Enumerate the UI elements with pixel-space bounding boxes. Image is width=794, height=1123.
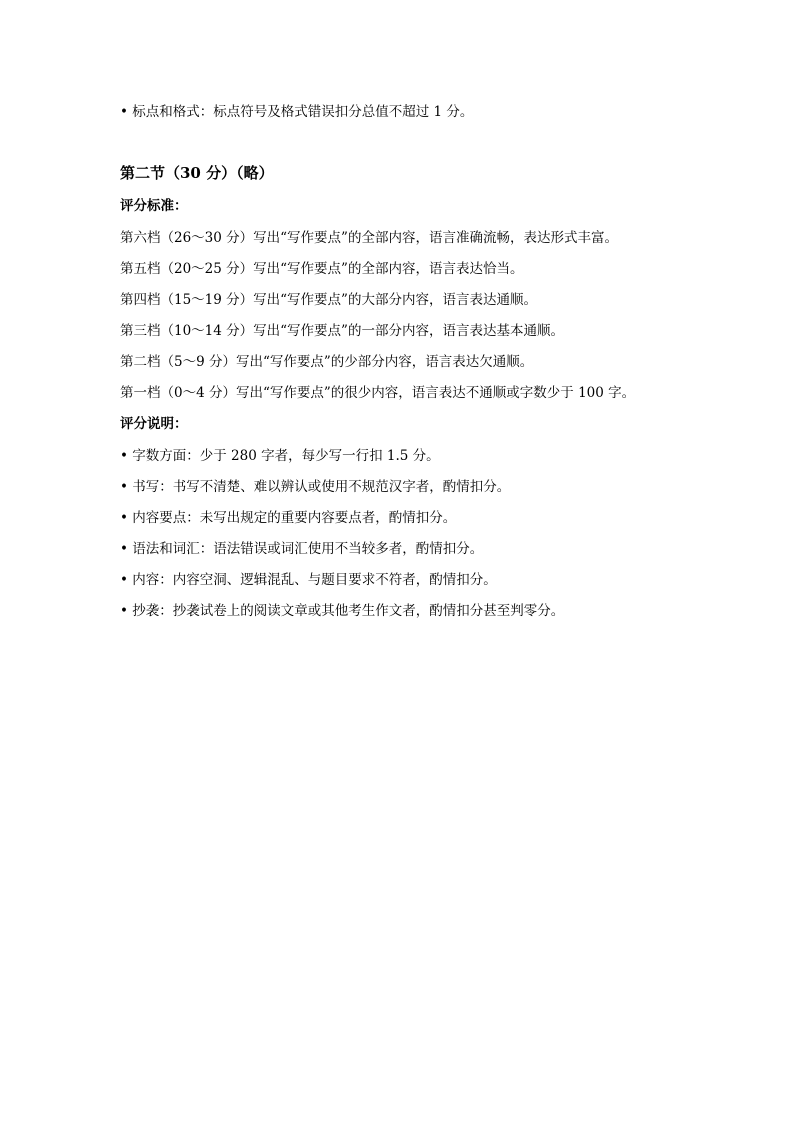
level-5: 第五档（20～25 分）写出“写作要点”的全部内容，语言表达恰当。 [120, 261, 524, 277]
note-plagiarism: • 抄袭：抄袭试卷上的阅读文章或其他考生作文者，酌情扣分甚至判零分。 [120, 603, 565, 619]
level-3: 第三档（10～14 分）写出“写作要点”的一部分内容，语言表达基本通顺。 [120, 323, 564, 339]
note-handwriting: • 书写：书写不清楚、难以辨认或使用不规范汉字者，酌情扣分。 [120, 479, 511, 495]
punctuation-rule: • 标点和格式：标点符号及格式错误扣分总值不超过 1 分。 [120, 104, 474, 120]
criteria-heading: 评分标准： [120, 198, 188, 214]
note-content-points: • 内容要点：未写出规定的重要内容要点者，酌情扣分。 [120, 510, 457, 526]
note-content: • 内容：内容空洞、逻辑混乱、与题目要求不符者，酌情扣分。 [120, 572, 497, 588]
level-1: 第一档（0～4 分）写出“写作要点”的很少内容，语言表达不通顺或字数少于 100 字。 [120, 385, 636, 401]
level-4: 第四档（15～19 分）写出“写作要点”的大部分内容，语言表达通顺。 [120, 292, 537, 308]
level-2: 第二档（5～9 分）写出“写作要点”的少部分内容，语言表达欠通顺。 [120, 354, 534, 370]
section-title: 第二节（30 分）（略） [120, 164, 274, 182]
level-6: 第六档（26～30 分）写出“写作要点”的全部内容，语言准确流畅，表达形式丰富。 [120, 230, 618, 246]
notes-heading: 评分说明： [120, 416, 188, 432]
note-grammar-vocabulary: • 语法和词汇：语法错误或词汇使用不当较多者，酌情扣分。 [120, 541, 484, 557]
note-word-count: • 字数方面：少于 280 字者，每少写一行扣 1.5 分。 [120, 448, 440, 464]
